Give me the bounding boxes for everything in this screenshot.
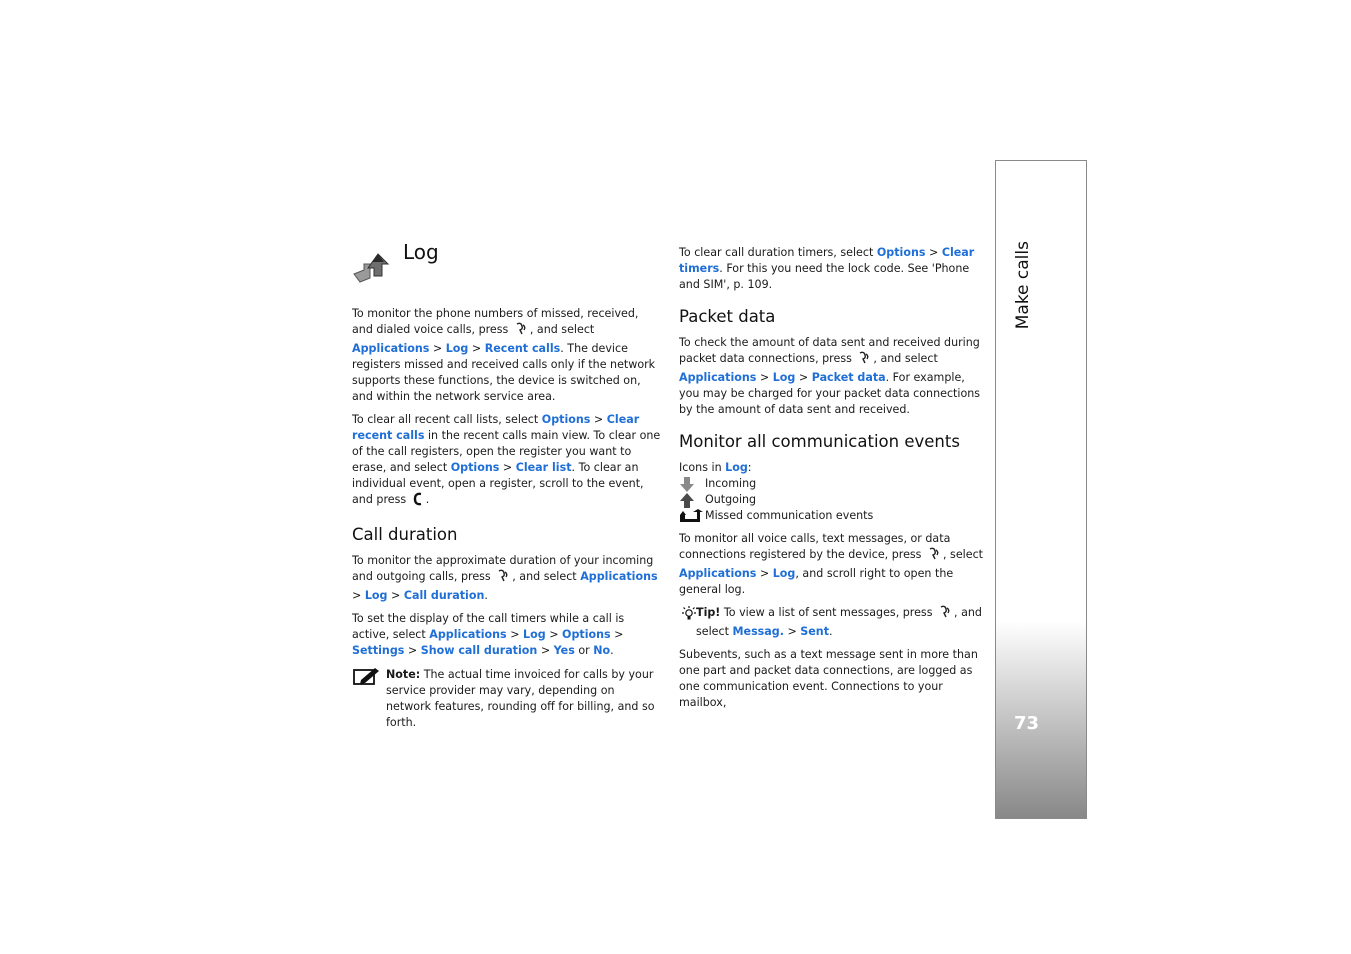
options-link: Options <box>562 628 611 641</box>
monitor-heading: Monitor all communication events <box>679 432 960 451</box>
icons-list <box>679 460 987 524</box>
tip-label: Tip! <box>696 606 721 619</box>
chapter-sidebar <box>995 160 1087 819</box>
log-link: Log <box>364 589 388 602</box>
menu-key-icon <box>857 351 871 370</box>
missed-call-icon <box>679 509 705 524</box>
applications-link: Applications <box>580 570 658 583</box>
options-link: Options <box>541 413 591 426</box>
log-app-icon <box>352 250 394 291</box>
recent-calls-link: Recent calls <box>484 342 561 355</box>
log-link: Log <box>772 371 796 384</box>
call-duration-heading: Call duration <box>352 525 458 544</box>
incoming-row: Incoming <box>679 476 987 492</box>
applications-link: Applications <box>352 342 430 355</box>
settings-link: Settings <box>352 644 405 657</box>
outgoing-row: Outgoing <box>679 492 987 508</box>
icons-in-log-line: Icons in Log: <box>679 461 752 474</box>
packet-data-link: Packet data <box>811 371 886 384</box>
log-link: Log <box>523 628 546 641</box>
yes-link: Yes <box>553 644 575 657</box>
subevents-paragraph: Subevents, such as a text message sent in more than one part and packet data connections, are logged as one communication event. Connections to your mailbox, <box>679 648 978 709</box>
chapter-title: Make calls <box>1013 241 1033 330</box>
applications-link: Applications <box>679 371 757 384</box>
log-link: Log <box>725 461 748 474</box>
clear-key-icon <box>412 492 424 511</box>
note-box <box>352 667 662 731</box>
log-link: Log <box>772 567 796 580</box>
applications-link: Applications <box>429 628 507 641</box>
log-link: Log <box>445 342 469 355</box>
clear-timers-paragraph: To clear call duration timers, select Options > Clear timers. For this you need the lock code. See 'Phone and SIM', p. 109. <box>679 246 975 291</box>
note-pencil-icon <box>353 668 381 691</box>
menu-key-icon <box>938 605 952 624</box>
show-call-duration-link: Show call duration <box>420 644 538 657</box>
call-duration-link: Call duration <box>403 589 485 602</box>
clear-timers-link: Clear timers <box>679 246 975 275</box>
no-link: No <box>593 644 611 657</box>
lightbulb-icon <box>681 606 697 627</box>
note-label: Note: <box>386 668 421 681</box>
packet-data-heading: Packet data <box>679 307 776 326</box>
left-column <box>352 240 662 731</box>
options-link: Options <box>876 246 926 259</box>
right-column <box>679 245 987 718</box>
sent-link: Sent <box>800 625 829 638</box>
note-text: The actual time invoiced for calls by your service provider may vary, depending on network features, rounding off for billing, and so forth. <box>386 668 655 729</box>
outgoing-arrow-icon <box>679 493 705 508</box>
missed-row: Missed communication events <box>679 508 987 524</box>
applications-link: Applications <box>679 567 757 580</box>
tip-box: Tip! To view a list of sent messages, press , and select Messag. > Sent. <box>679 605 987 640</box>
menu-key-icon <box>514 322 528 341</box>
menu-key-icon <box>496 569 510 588</box>
page-number: 73 <box>1014 713 1040 734</box>
menu-key-icon <box>927 547 941 566</box>
clear-recent-calls-link: Clear recent calls <box>352 413 640 442</box>
log-intro-paragraph: To monitor the phone numbers of missed, received, and dialed voice calls, press , and select Applications > Log > Recent calls. The device registers missed and received calls only if the network supports these functions, the device is switched on, and within the network service area. <box>352 307 656 403</box>
text: To monitor the phone numbers of missed, received, and dialed voice calls, press <box>352 307 639 336</box>
packet-data-paragraph: To check the amount of data sent and received during packet data connections, press , and select Applications > Log > Packet data. For example, you may be charged for your packet data connections by the amount of data sent and received. <box>679 336 981 416</box>
call-timers-paragraph: To set the display of the call timers while a call is active, select Applications > Log > Options > Settings > Show call duration > Yes or No. <box>352 612 625 657</box>
title-block <box>352 240 662 306</box>
clear-list-link: Clear list <box>515 461 572 474</box>
call-duration-paragraph: To monitor the approximate duration of your incoming and outgoing calls, press , and select Applications > Log > Call duration. <box>352 554 658 602</box>
incoming-arrow-icon <box>679 477 705 492</box>
page-title: Log <box>403 240 439 264</box>
options-link: Options <box>450 461 500 474</box>
clear-calls-paragraph: To clear all recent call lists, select Options > Clear recent calls in the recent calls main view. To clear one of the call registers, open the register you want to erase, and select Options > Clear list. To clear an individual event, open a register, scroll to the event, and press . <box>352 412 662 511</box>
messag-link: Messag. <box>732 625 784 638</box>
monitor-paragraph: To monitor all voice calls, text messages, or data connections registered by the device, press , select Applications > Log, and scroll right to open the general log. <box>679 532 984 596</box>
